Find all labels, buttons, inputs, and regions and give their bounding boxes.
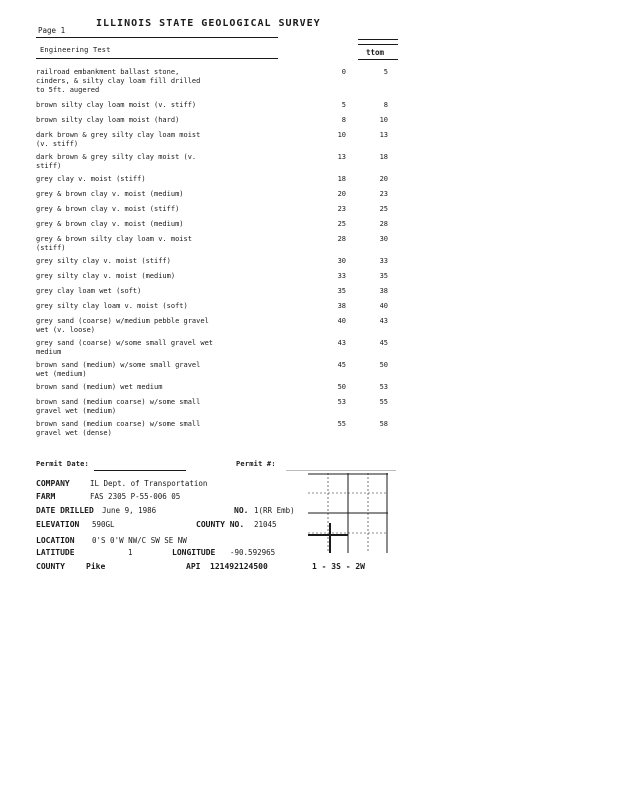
log-bottom-depth: 53: [379, 383, 388, 391]
log-row: [36, 116, 396, 125]
log-top-depth: 10: [337, 131, 346, 139]
log-row: [36, 339, 396, 357]
log-bottom-depth: 55: [379, 398, 388, 406]
log-description: grey & brown clay v. moist (medium): [36, 190, 184, 198]
section-grid: [308, 473, 388, 553]
log-row: [36, 153, 396, 171]
log-description: brown sand (medium coarse) w/some small gravel wet (medium): [36, 398, 201, 415]
log-bottom-depth: 20: [379, 175, 388, 183]
township-range: 1 - 3S - 2W: [312, 562, 365, 571]
log-top-depth: 23: [337, 205, 346, 213]
log-row: [36, 68, 396, 95]
log-description: grey silty clay v. moist (stiff): [36, 257, 171, 265]
log-row: [36, 235, 396, 253]
log-row: [36, 361, 396, 379]
header-rule-top: [36, 37, 278, 38]
log-row: [36, 257, 396, 266]
log-description: brown silty clay loam moist (hard): [36, 116, 180, 124]
log-description: grey clay loam wet (soft): [36, 287, 142, 295]
permit-date-line: [94, 470, 186, 471]
log-top-depth: 30: [337, 257, 346, 265]
location-label: LOCATION: [36, 536, 75, 545]
log-description: brown silty clay loam moist (v. stiff): [36, 101, 197, 109]
log-row: [36, 383, 396, 392]
page-label: Page 1: [38, 26, 66, 35]
log-bottom-depth: 23: [379, 190, 388, 198]
log-bottom-depth: 30: [379, 235, 388, 243]
log-row: [36, 317, 396, 335]
log-top-depth: 53: [337, 398, 346, 406]
log-row: [36, 398, 396, 416]
latitude-value: 1: [128, 548, 133, 557]
bottom-column-header: ttom: [366, 48, 385, 57]
lithology-log: [36, 68, 396, 438]
log-row: [36, 302, 396, 311]
log-description: dark brown & grey silty clay loam moist (v. stiff): [36, 131, 201, 148]
log-top-depth: 45: [337, 361, 346, 369]
log-row: [36, 190, 396, 199]
log-description: brown sand (medium) wet medium: [36, 383, 163, 391]
survey-title: ILLINOIS STATE GEOLOGICAL SURVEY: [96, 18, 321, 26]
log-top-depth: 0: [341, 68, 346, 76]
permit-number-line: [286, 470, 396, 471]
log-description: grey silty clay v. moist (medium): [36, 272, 176, 280]
log-top-depth: 43: [337, 339, 346, 347]
permit-number-label: Permit #:: [236, 460, 276, 468]
header-rule-bottom: [36, 58, 278, 59]
log-top-depth: 28: [337, 235, 346, 243]
log-top-depth: 13: [337, 153, 346, 161]
permit-date-label: Permit Date:: [36, 460, 89, 468]
log-description: grey & brown silty clay loam v. moist (stiff): [36, 235, 192, 252]
log-bottom-depth: 18: [379, 153, 388, 161]
well-no-label: NO.: [234, 506, 249, 515]
log-top-depth: 5: [341, 101, 346, 109]
county-no-label: COUNTY NO.: [196, 520, 245, 529]
log-description: grey & brown clay v. moist (stiff): [36, 205, 180, 213]
latitude-label: LATITUDE: [36, 548, 75, 557]
log-top-depth: 50: [337, 383, 346, 391]
log-description: brown sand (medium) w/some small gravel wet (medium): [36, 361, 201, 378]
log-description: dark brown & grey silty clay moist (v. stiff): [36, 153, 197, 170]
log-bottom-depth: 13: [379, 131, 388, 139]
log-row: [36, 287, 396, 296]
log-bottom-depth: 8: [383, 101, 388, 109]
log-top-depth: 20: [337, 190, 346, 198]
log-top-depth: 35: [337, 287, 346, 295]
log-top-depth: 18: [337, 175, 346, 183]
company-label: COMPANY: [36, 479, 70, 488]
log-description: brown sand (medium coarse) w/some small gravel wet (dense): [36, 420, 201, 437]
date-drilled-value: June 9, 1986: [102, 506, 157, 515]
bottom-col-rule-top2: [358, 44, 398, 45]
log-description: grey & brown clay v. moist (medium): [36, 220, 184, 228]
well-no-value: 1(RR Emb): [254, 506, 295, 515]
log-bottom-depth: 10: [379, 116, 388, 124]
log-top-depth: 33: [337, 272, 346, 280]
log-bottom-depth: 28: [379, 220, 388, 228]
log-description: grey sand (coarse) w/medium pebble gravel wet (v. loose): [36, 317, 209, 334]
log-top-depth: 40: [337, 317, 346, 325]
log-row: [36, 131, 396, 149]
log-row: [36, 220, 396, 229]
log-bottom-depth: 43: [379, 317, 388, 325]
longitude-value: -90.592965: [230, 548, 276, 557]
log-description: railroad embankment ballast stone, cinders, & silty clay loam fill drilled to 5ft. augered: [36, 68, 201, 94]
elevation-label: ELEVATION: [36, 520, 80, 529]
log-bottom-depth: 45: [379, 339, 388, 347]
log-row: [36, 420, 396, 438]
api-value: 121492124500: [210, 562, 268, 571]
farm-value: FAS 2305 P-55-006 05: [90, 492, 181, 501]
date-drilled-label: DATE DRILLED: [36, 506, 94, 515]
log-row: [36, 205, 396, 214]
engineering-label: Engineering Test: [40, 46, 111, 54]
bottom-col-rule: [358, 59, 398, 60]
county-value: Pike: [86, 562, 106, 571]
elevation-value: 590GL: [92, 520, 115, 529]
log-bottom-depth: 38: [379, 287, 388, 295]
log-bottom-depth: 5: [383, 68, 388, 76]
log-bottom-depth: 40: [379, 302, 388, 310]
log-description: grey clay v. moist (stiff): [36, 175, 146, 183]
farm-label: FARM: [36, 492, 56, 501]
log-bottom-depth: 33: [379, 257, 388, 265]
log-description: grey sand (coarse) w/some small gravel wet medium: [36, 339, 214, 356]
log-bottom-depth: 35: [379, 272, 388, 280]
log-top-depth: 55: [337, 420, 346, 428]
log-top-depth: 38: [337, 302, 346, 310]
log-bottom-depth: 25: [379, 205, 388, 213]
log-row: [36, 175, 396, 184]
log-row: [36, 101, 396, 110]
company-value: IL Dept. of Transportation: [90, 479, 208, 488]
location-value: 0'S 0'W NW/C SW SE NW: [92, 536, 187, 545]
log-top-depth: 8: [341, 116, 346, 124]
log-bottom-depth: 50: [379, 361, 388, 369]
county-no-value: 21045: [254, 520, 277, 529]
log-top-depth: 25: [337, 220, 346, 228]
log-description: grey silty clay loam v. moist (soft): [36, 302, 188, 310]
longitude-label: LONGITUDE: [172, 548, 216, 557]
api-label: API: [186, 562, 201, 571]
bottom-col-rule-top: [358, 39, 398, 40]
log-bottom-depth: 58: [379, 420, 388, 428]
county-label: COUNTY: [36, 562, 65, 571]
log-row: [36, 272, 396, 281]
